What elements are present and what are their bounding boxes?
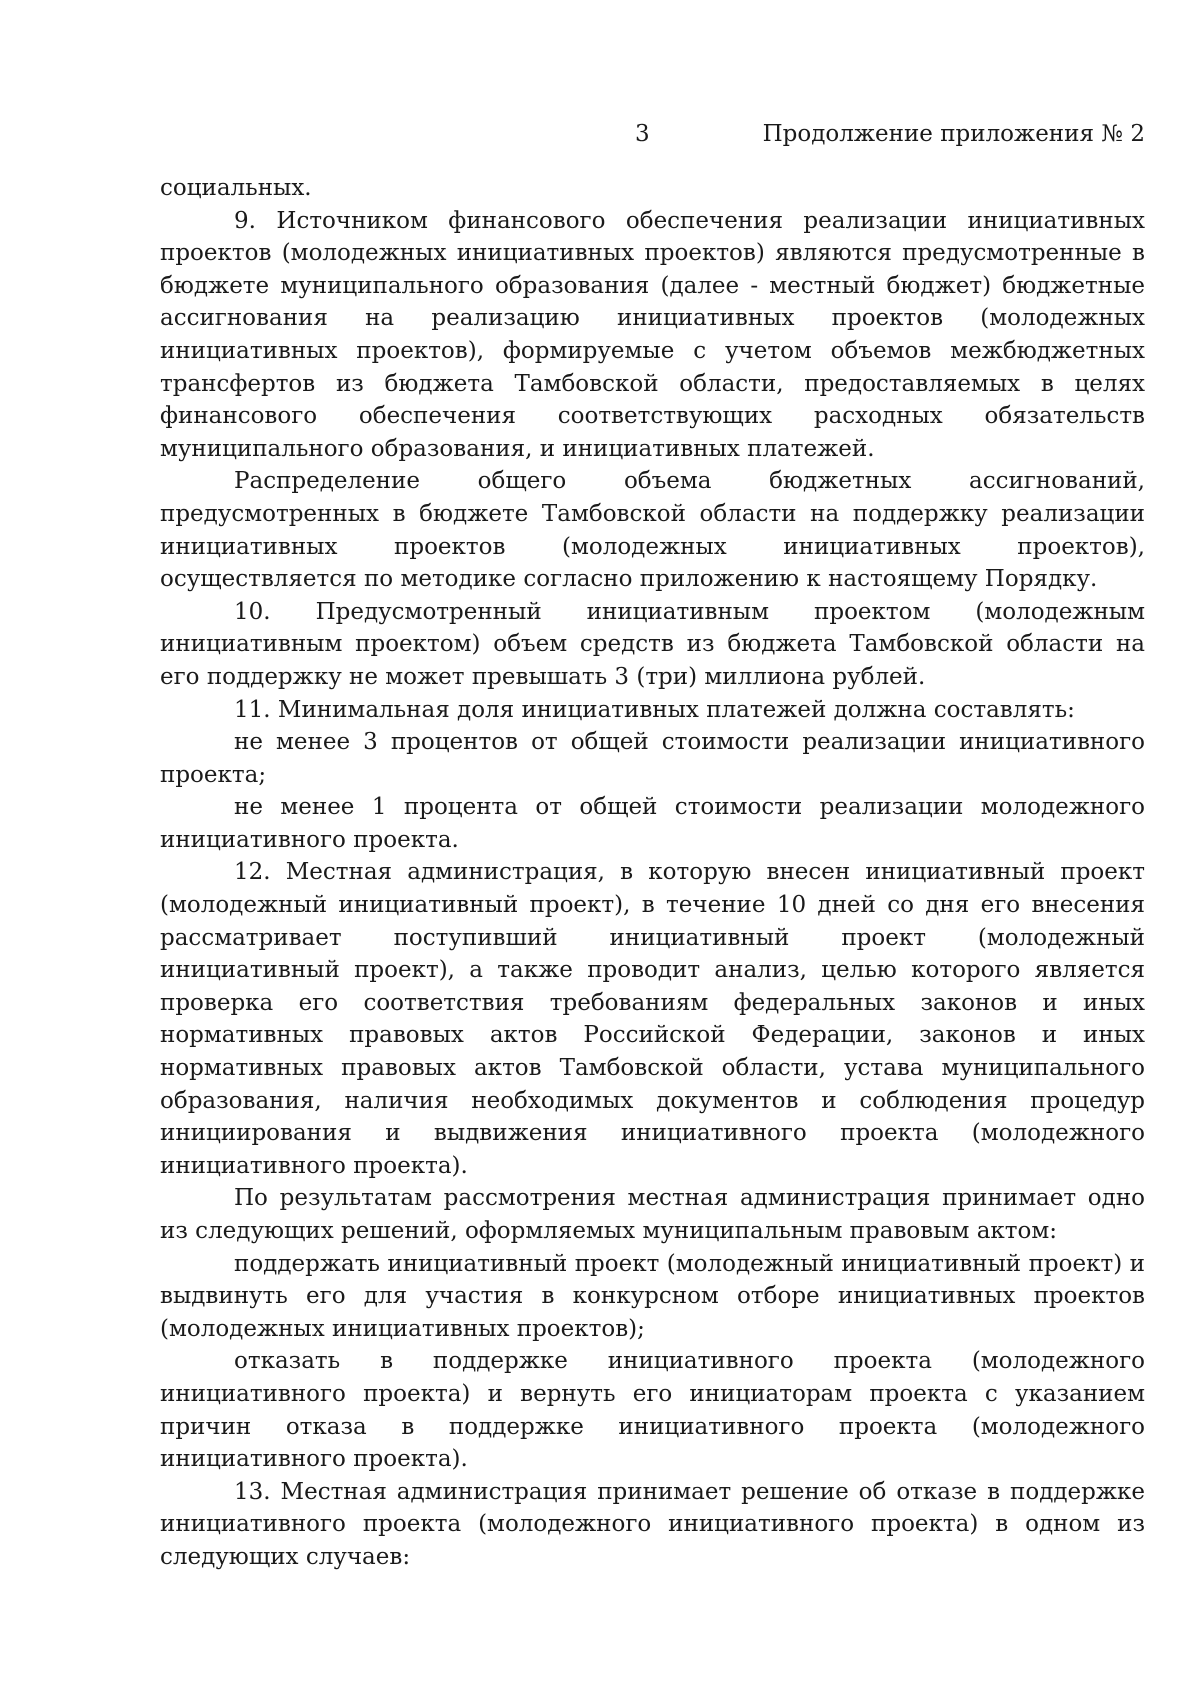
paragraph: По результатам рассмотрения местная администрация принимает одно из следующих решений, оформляемых муниципальным правовым актом: bbox=[160, 1185, 1145, 1244]
paragraph: социальных. bbox=[160, 175, 312, 201]
page-header bbox=[160, 116, 1145, 152]
paragraph: не менее 3 процентов от общей стоимости реализации инициативного проекта; bbox=[160, 729, 1145, 788]
paragraph: 10. Предусмотренный инициативным проектом (молодежным инициативным проектом) объем средств из бюджета Тамбовской области на его поддержку не может превышать 3 (три) миллиона рублей. bbox=[160, 598, 1145, 690]
paragraph: 11. Минимальная доля инициативных платежей должна составлять: bbox=[234, 696, 1075, 723]
paragraph: отказать в поддержке инициативного проекта (молодежного инициативного проекта) и вернуть его инициаторам проекта с указанием причин отказа в поддержке инициативного проекта (молодежного инициативного проекта). bbox=[160, 1348, 1145, 1473]
page-number: 3 bbox=[635, 121, 650, 147]
document-body bbox=[160, 172, 1145, 1574]
appendix-continuation-note: Продолжение приложения № 2 bbox=[762, 121, 1145, 147]
paragraph: не менее 1 процента от общей стоимости реализации молодежного инициативного проекта. bbox=[160, 794, 1145, 853]
paragraph: 13. Местная администрация принимает решение об отказе в поддержке инициативного проекта (молодежного инициативного проекта) в одном из следующих случаев: bbox=[160, 1478, 1145, 1570]
paragraph: Распределение общего объема бюджетных ассигнований, предусмотренных в бюджете Тамбовской области на поддержку реализации инициативных проектов (молодежных инициативных проектов), осуществляется по методике согласно приложению к настоящему Порядку. bbox=[160, 468, 1145, 593]
paragraph: 9. Источником финансового обеспечения реализации инициативных проектов (молодежных инициативных проектов) являются предусмотренные в бюджете муниципального образования (далее - местный бюджет) бюджетные ассигнования на реализацию инициативных проектов (молодежных инициативных проектов), формируемые с учетом объемов межбюджетных трансфертов из бюджета Тамбовской области, предоставляемых в целях финансового обеспечения соответствующих расходных обязательств муниципального образования, и инициативных платежей. bbox=[160, 207, 1145, 462]
paragraph: 12. Местная администрация, в которую внесен инициативный проект (молодежный инициативный проект), в течение 10 дней со дня его внесения рассматривает поступивший инициативный проект (молодежный инициативный проект), а также проводит анализ, целью которого является проверка его соответствия требованиям федеральных законов и иных нормативных правовых актов Российской Федерации, законов и иных нормативных правовых актов Тамбовской области, устава муниципального образования, наличия необходимых документов и соблюдения процедур инициирования и выдвижения инициативного проекта (молодежного инициативного проекта). bbox=[160, 859, 1145, 1179]
paragraph: поддержать инициативный проект (молодежный инициативный проект) и выдвинуть его для участия в конкурсном отборе инициативных проектов (молодежных инициативных проектов); bbox=[160, 1250, 1145, 1342]
